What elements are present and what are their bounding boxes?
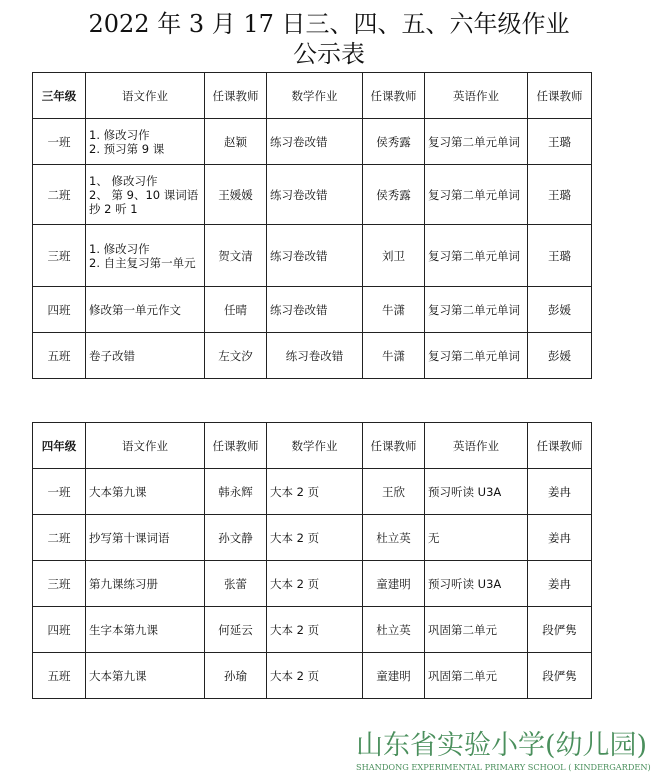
grade-label: 三年级: [33, 73, 86, 119]
chinese-homework: 大本第九课: [86, 653, 205, 699]
chinese-teacher: 王媛媛: [205, 165, 267, 225]
header-math: 数学作业: [267, 423, 363, 469]
page-subtitle: 公示表: [293, 40, 365, 68]
chinese-homework-item: 1. 修改习作: [89, 241, 150, 256]
table-row: [33, 469, 592, 515]
header-teacher: 任课教师: [205, 73, 267, 119]
class-name: 五班: [33, 333, 86, 379]
table-row: [33, 333, 592, 379]
english-teacher: 彭媛: [528, 333, 592, 379]
class-name: 一班: [33, 119, 86, 165]
table-header-row: [33, 423, 592, 469]
math-teacher: 童建明: [363, 653, 425, 699]
chinese-homework-item: 2. 预习第 9 课: [89, 141, 165, 156]
table-row: [33, 561, 592, 607]
header-teacher: 任课教师: [363, 73, 425, 119]
english-teacher: 姜冉: [528, 469, 592, 515]
header-teacher: 任课教师: [528, 73, 592, 119]
math-homework: 大本 2 页: [267, 469, 363, 515]
chinese-homework: 修改第一单元作文: [86, 287, 205, 333]
header-english: 英语作业: [425, 423, 528, 469]
english-homework: 预习听读 U3A: [425, 561, 528, 607]
english-homework: 复习第二单元单词: [425, 225, 528, 287]
math-homework: 大本 2 页: [267, 515, 363, 561]
math-teacher: 侯秀露: [363, 165, 425, 225]
school-logo: [356, 730, 651, 772]
english-teacher: 段俨隽: [528, 607, 592, 653]
math-homework: 练习卷改错: [267, 333, 363, 379]
math-teacher: 童建明: [363, 561, 425, 607]
math-homework: 练习卷改错: [267, 119, 363, 165]
chinese-homework: [86, 119, 205, 165]
math-homework: 练习卷改错: [267, 225, 363, 287]
grade4-homework-table: [32, 422, 592, 699]
class-name: 四班: [33, 287, 86, 333]
chinese-homework: [86, 225, 205, 287]
english-teacher: 彭媛: [528, 287, 592, 333]
table-row: [33, 225, 592, 287]
english-homework: 巩固第二单元: [425, 653, 528, 699]
class-name: 三班: [33, 561, 86, 607]
header-math: 数学作业: [267, 73, 363, 119]
table-header-row: [33, 73, 592, 119]
english-teacher: 王璐: [528, 165, 592, 225]
math-homework: 大本 2 页: [267, 607, 363, 653]
header-teacher: 任课教师: [205, 423, 267, 469]
chinese-homework: 卷子改错: [86, 333, 205, 379]
math-homework: 练习卷改错: [267, 165, 363, 225]
english-teacher: 姜冉: [528, 515, 592, 561]
math-teacher: 刘卫: [363, 225, 425, 287]
english-homework: 巩固第二单元: [425, 607, 528, 653]
chinese-teacher: 赵颖: [205, 119, 267, 165]
chinese-teacher: 贺文清: [205, 225, 267, 287]
table-row: [33, 287, 592, 333]
table-row: [33, 607, 592, 653]
english-homework: 复习第二单元单词: [425, 333, 528, 379]
page-title: 2022 年 3 月 17 日三、四、五、六年级作业: [88, 10, 570, 38]
english-homework: 复习第二单元单词: [425, 165, 528, 225]
table-row: [33, 165, 592, 225]
grade3-homework-table: [32, 72, 592, 379]
chinese-teacher: 孙瑜: [205, 653, 267, 699]
class-name: 二班: [33, 165, 86, 225]
chinese-homework: 生字本第九课: [86, 607, 205, 653]
chinese-teacher: 任晴: [205, 287, 267, 333]
chinese-teacher: 孙文静: [205, 515, 267, 561]
math-teacher: 杜立英: [363, 515, 425, 561]
chinese-homework: 大本第九课: [86, 469, 205, 515]
english-teacher: 王璐: [528, 225, 592, 287]
header-teacher: 任课教师: [528, 423, 592, 469]
chinese-homework: 抄写第十课词语: [86, 515, 205, 561]
math-teacher: 杜立英: [363, 607, 425, 653]
logo-chinese-text: 山东省实验小学(幼儿园): [356, 730, 648, 761]
chinese-teacher: 左文汐: [205, 333, 267, 379]
chinese-teacher: 韩永辉: [205, 469, 267, 515]
english-homework: 复习第二单元单词: [425, 287, 528, 333]
chinese-teacher: 何延云: [205, 607, 267, 653]
grade-label: 四年级: [33, 423, 86, 469]
logo-english-text: SHANDONG EXPERIMENTAL PRIMARY SCHOOL ( KINDERGARDEN): [356, 762, 651, 772]
english-teacher: 段俨隽: [528, 653, 592, 699]
math-teacher: 牛潇: [363, 287, 425, 333]
math-teacher: 牛潇: [363, 333, 425, 379]
chinese-homework: 第九课练习册: [86, 561, 205, 607]
math-teacher: 王欣: [363, 469, 425, 515]
class-name: 五班: [33, 653, 86, 699]
english-teacher: 王璐: [528, 119, 592, 165]
header-chinese: 语文作业: [86, 423, 205, 469]
english-homework: 复习第二单元单词: [425, 119, 528, 165]
class-name: 二班: [33, 515, 86, 561]
chinese-homework-item: 1、 修改习作: [89, 173, 158, 188]
table-row: [33, 119, 592, 165]
chinese-teacher: 张蕾: [205, 561, 267, 607]
class-name: 四班: [33, 607, 86, 653]
english-homework: 预习听读 U3A: [425, 469, 528, 515]
math-homework: 大本 2 页: [267, 561, 363, 607]
header-teacher: 任课教师: [363, 423, 425, 469]
header-chinese: 语文作业: [86, 73, 205, 119]
chinese-homework-item: 1. 修改习作: [89, 127, 150, 142]
chinese-homework: [86, 165, 205, 225]
table-row: [33, 515, 592, 561]
header-english: 英语作业: [425, 73, 528, 119]
english-homework: 无: [425, 515, 528, 561]
math-homework: 练习卷改错: [267, 287, 363, 333]
class-name: 一班: [33, 469, 86, 515]
math-homework: 大本 2 页: [267, 653, 363, 699]
table-row: [33, 653, 592, 699]
chinese-homework-item: 2、 第 9、10 课词语抄 2 听 1: [89, 187, 199, 216]
english-teacher: 姜冉: [528, 561, 592, 607]
class-name: 三班: [33, 225, 86, 287]
chinese-homework-item: 2. 自主复习第一单元: [89, 255, 196, 270]
math-teacher: 侯秀露: [363, 119, 425, 165]
